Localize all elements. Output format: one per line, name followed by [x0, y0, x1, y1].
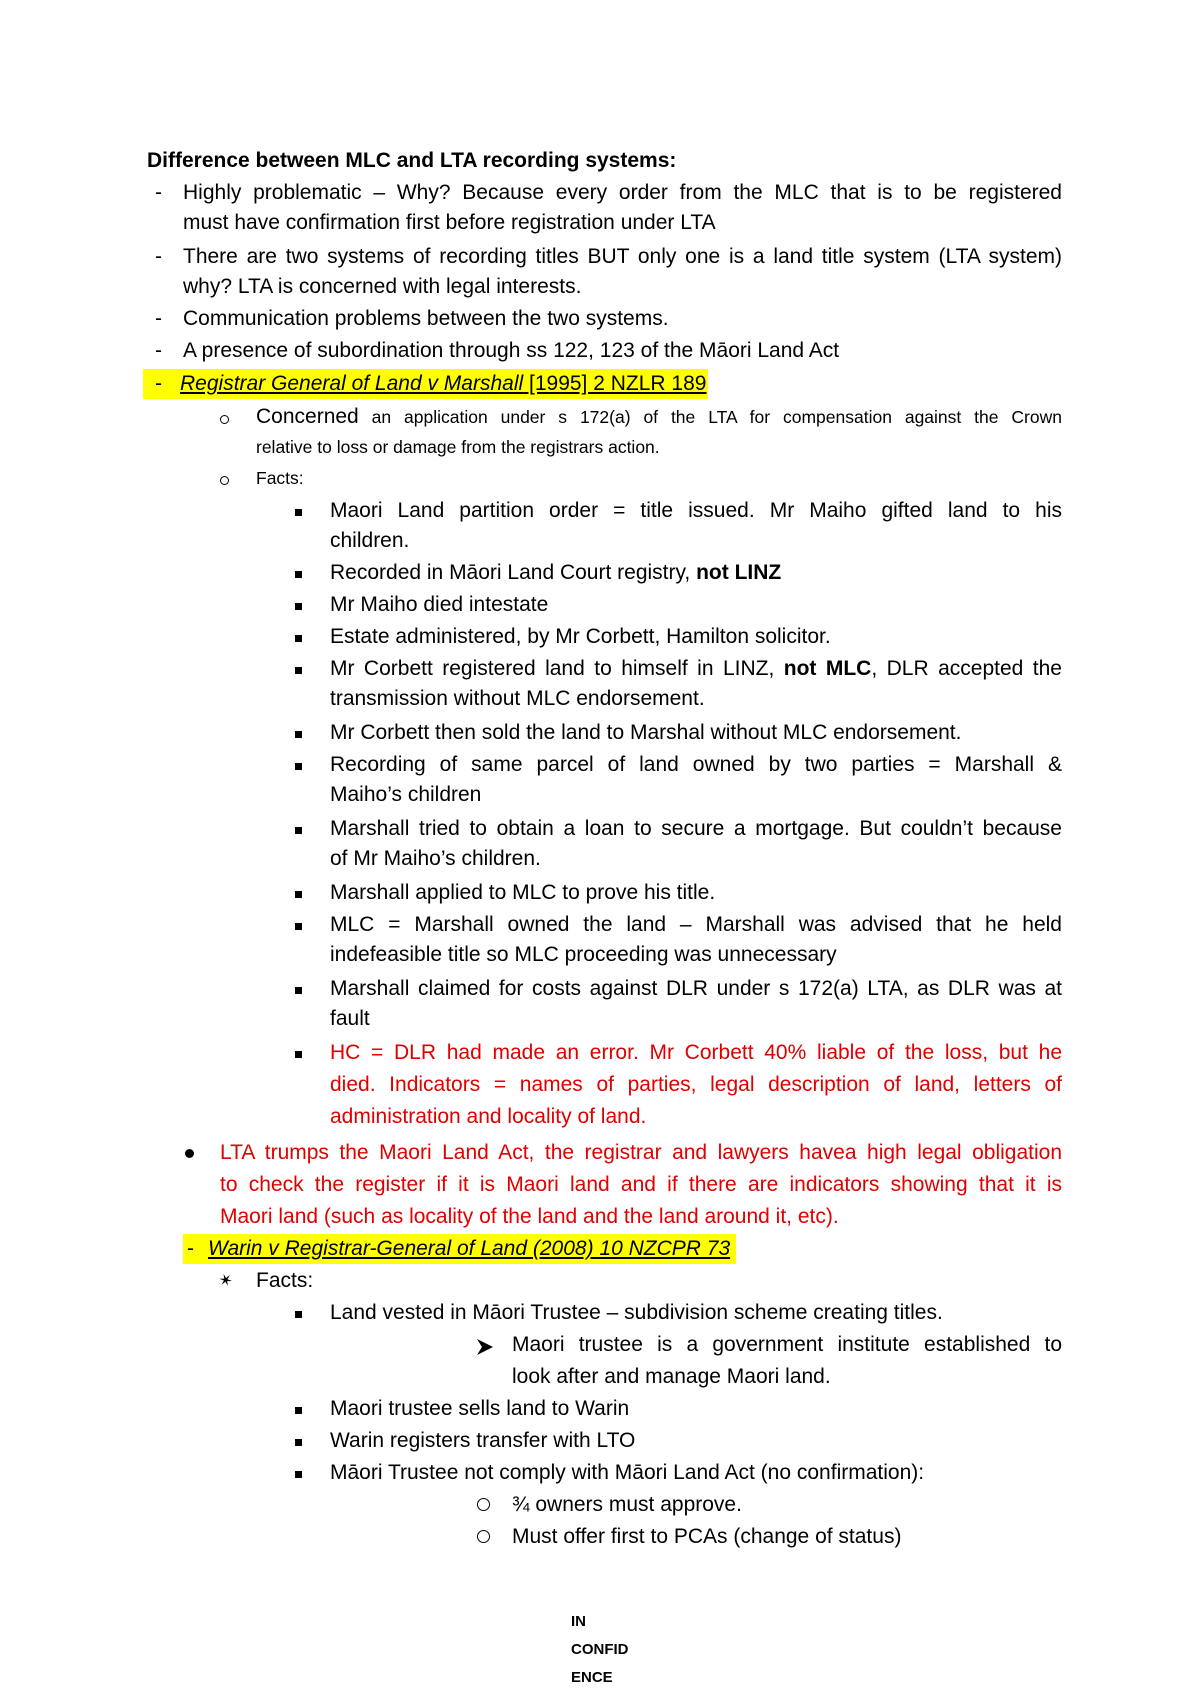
fact-7-line-1: Recording of same parcel of land owned by two parties = Marshall &: [330, 753, 1062, 776]
fact-8-line-2: of Mr Maiho’s children.: [330, 847, 541, 870]
dash-item-1-line-1: Highly problematic – Why? Because every order from the MLC that is to be registered: [183, 181, 1062, 204]
square-bullet-icon: [295, 923, 302, 930]
section-heading: Difference between MLC and LTA recording systems:: [147, 149, 677, 172]
circle-bullet-icon: [477, 1530, 490, 1543]
dash-item-4: A presence of subordination through ss 122, 123 of the Māori Land Act: [183, 339, 840, 362]
facts-label: Facts:: [256, 468, 304, 488]
fact-5-line-1: [330, 654, 1062, 684]
fact-8-line-1: Marshall tried to obtain a loan to secure a mortgage. But couldn’t because: [330, 817, 1062, 840]
fact-g4-sub-2: Must offer first to PCAs (change of status): [512, 1525, 902, 1548]
star-bullet-icon: ✶: [216, 1269, 236, 1292]
summary-line-1: LTA trumps the Maori Land Act, the registrar and lawyers havea high legal obligation: [220, 1141, 1062, 1164]
fact-2: [330, 558, 781, 588]
square-bullet-icon: [295, 1439, 302, 1446]
square-bullet-icon: [295, 509, 302, 516]
dash-item-2-line-2: why? LTA is concerned with legal interests.: [183, 275, 582, 298]
fact-9: Marshall applied to MLC to prove his title.: [330, 881, 716, 904]
square-bullet-icon: [295, 731, 302, 738]
dash-bullet: -: [155, 181, 162, 204]
fact-g4-sub-1: ¾ owners must approve.: [512, 1493, 742, 1516]
square-bullet-icon: [295, 1407, 302, 1414]
summary-line-3: Maori land (such as locality of the land and the land around it, etc).: [220, 1205, 839, 1228]
fact-4: Estate administered, by Mr Corbett, Hamilton solicitor.: [330, 625, 831, 648]
fact-6: Mr Corbett then sold the land to Marshal without MLC endorsement.: [330, 721, 962, 744]
fact-5-bold: not MLC: [783, 657, 872, 680]
fact-g1: Land vested in Māori Trustee – subdivision scheme creating titles.: [330, 1301, 943, 1324]
fact-g4: Māori Trustee not comply with Māori Land Act (no confirmation):: [330, 1461, 925, 1484]
fact-5-text-after: , DLR accepted the: [871, 657, 1062, 680]
concerned-text: an application under s 172(a) of the LTA for compensation against the Crown: [358, 407, 1062, 427]
fact-5-text: Mr Corbett registered land to himself in LINZ,: [330, 657, 784, 680]
fact-12-line-2: died. Indicators = names of parties, legal description of land, letters of: [330, 1073, 1062, 1096]
fact-10-line-2: indefeasible title so MLC proceeding was unnecessary: [330, 943, 837, 966]
facts-label-2: Facts:: [256, 1269, 314, 1292]
fact-3: Mr Maiho died intestate: [330, 593, 549, 616]
dash-item-3: Communication problems between the two systems.: [183, 307, 669, 330]
circle-bullet-icon: [220, 476, 229, 485]
fact-11-line-1: Marshall claimed for costs against DLR under s 172(a) LTA, as DLR was at: [330, 977, 1062, 1000]
dash-item-1-line-2: must have confirmation first before registration under LTA: [183, 211, 716, 234]
square-bullet-icon: [295, 1311, 302, 1318]
dash-bullet: -: [155, 245, 162, 268]
footer-line-1: IN: [571, 1613, 586, 1630]
square-bullet-icon: [295, 635, 302, 642]
square-bullet-icon: [295, 987, 302, 994]
fact-1-line-1: Maori Land partition order = title issued. Mr Maiho gifted land to his: [330, 499, 1062, 522]
fact-g1-sub-line-2: look after and manage Maori land.: [512, 1365, 831, 1388]
fact-12-line-3: administration and locality of land.: [330, 1105, 647, 1128]
fact-10-line-1: MLC = Marshall owned the land – Marshall was advised that he held: [330, 913, 1062, 936]
concerned-line-1: [256, 402, 1062, 432]
fact-7-line-2: Maiho’s children: [330, 783, 482, 806]
dash-item-2-line-1: There are two systems of recording titles BUT only one is a land title system (LTA system): [183, 245, 1062, 268]
square-bullet-icon: [295, 827, 302, 834]
fact-2-bold: not LINZ: [696, 561, 782, 584]
dash-bullet: -: [155, 339, 162, 362]
circle-bullet-icon: [477, 1498, 490, 1511]
fact-11-line-2: fault: [330, 1007, 370, 1030]
footer-line-3: ENCE: [571, 1669, 613, 1686]
footer-line-2: CONFID: [571, 1641, 629, 1658]
dash-bullet: -: [155, 307, 162, 330]
fact-5-line-2: transmission without MLC endorsement.: [330, 687, 705, 710]
fact-g1-sub-line-1: Maori trustee is a government institute established to: [512, 1333, 1062, 1356]
fact-g3: Warin registers transfer with LTO: [330, 1429, 636, 1452]
concerned-word: Concerned: [256, 405, 359, 428]
fact-2-text: Recorded in Māori Land Court registry,: [330, 561, 697, 584]
case-citation-warin: - Warin v Registrar-General of Land (2008) 10 NZCPR 73: [183, 1234, 736, 1264]
case-name: Warin v Registrar-General of Land (2008) 10 NZCPR 73: [208, 1237, 731, 1260]
fact-g2: Maori trustee sells land to Warin: [330, 1397, 630, 1420]
case-citation-marshall: - Registrar General of Land v Marshall [1995] 2 NZLR 189: [143, 369, 708, 399]
square-bullet-icon: [295, 603, 302, 610]
dot-bullet-icon: [185, 1149, 194, 1158]
summary-line-2: to check the register if it is Maori land and if there are indicators showing that it is: [220, 1173, 1062, 1196]
square-bullet-icon: [295, 763, 302, 770]
fact-12-line-1: HC = DLR had made an error. Mr Corbett 40% liable of the loss, but he: [330, 1041, 1062, 1064]
square-bullet-icon: [295, 891, 302, 898]
fact-1-line-2: children.: [330, 529, 410, 552]
concerned-line-2: relative to loss or damage from the registrars action.: [256, 437, 660, 457]
arrowhead-bullet-icon: [476, 1338, 494, 1356]
case-name: Registrar General of Land v Marshall: [180, 372, 524, 395]
circle-bullet-icon: [220, 415, 229, 424]
square-bullet-icon: [295, 667, 302, 674]
square-bullet-icon: [295, 1471, 302, 1478]
square-bullet-icon: [295, 571, 302, 578]
square-bullet-icon: [295, 1051, 302, 1058]
case-report: [1995] 2 NZLR 189: [523, 372, 707, 395]
